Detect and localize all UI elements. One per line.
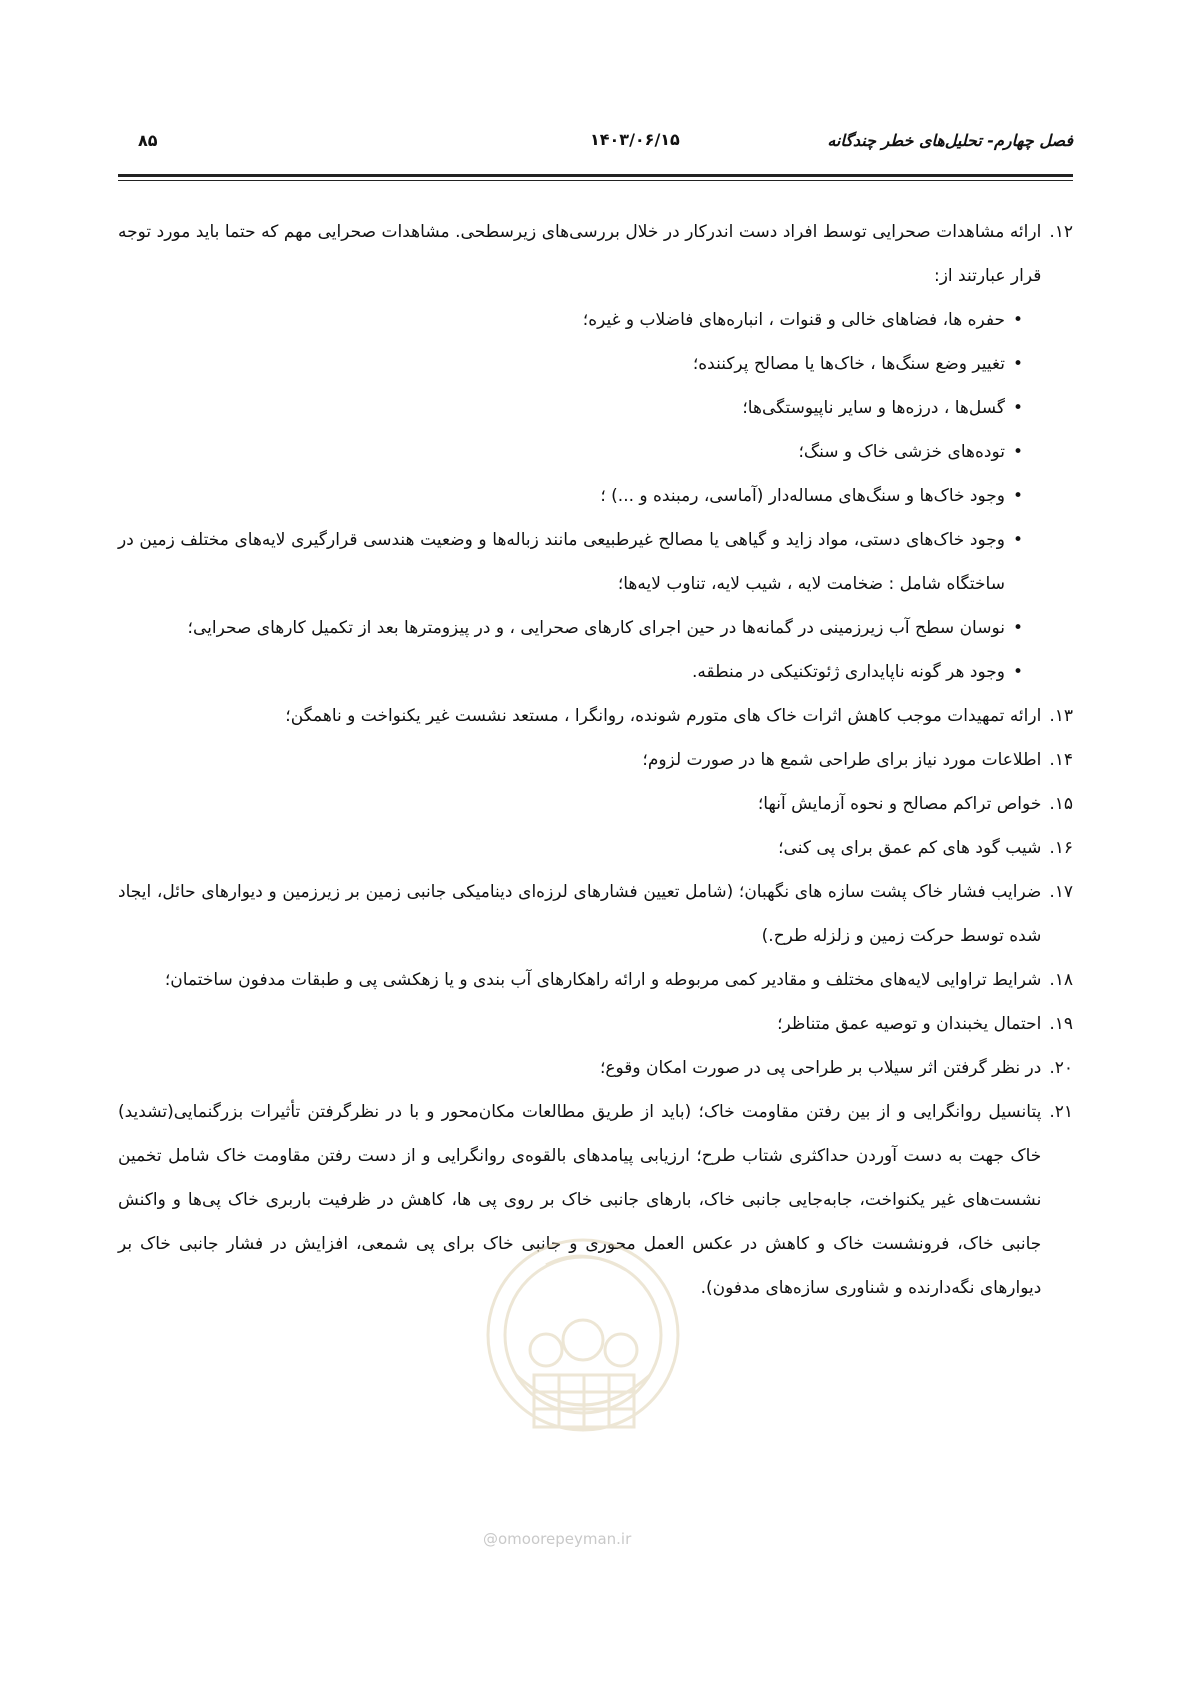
item-text: اطلاعات مورد نیاز برای طراحی شمع ها در صورت لزوم؛ (642, 750, 1042, 770)
item-number: ۱۵. (1049, 794, 1073, 814)
item-text: احتمال یخبندان و توصیه عمق متناظر؛ (777, 1014, 1042, 1034)
item-number: ۱۷. (1049, 882, 1073, 902)
bullet-text: تغییر وضع سنگ‌ها ، خاک‌ها یا مصالح پرکننده؛ (692, 354, 1005, 374)
item-number: ۱۸. (1049, 970, 1073, 990)
item-number: ۲۰. (1049, 1058, 1073, 1078)
watermark-seal-icon (476, 1225, 691, 1485)
bullet-dot-icon: • (1012, 398, 1024, 418)
bullet-item (118, 430, 1031, 474)
bullet-item (118, 518, 1031, 606)
bullet-text: وجود خاک‌ها و سنگ‌های مساله‌دار (آماسی، رمبنده و ...) ؛ (600, 486, 1005, 506)
bullet-text: نوسان سطح آب زیرزمینی در گمانه‌ها در حین اجرای کارهای صحرایی ، و در پیزومترها بعد از تکمیل کارهای صحرایی؛ (187, 618, 1005, 638)
item-text: ارائه مشاهدات صحرایی توسط افراد دست اندرکار در خلال بررسی‌های زیرسطحی. مشاهدات صحرایی مهم که حتما باید مورد توجه قرار عبارتند از: (118, 222, 1042, 286)
chapter-title: فصل چهارم- تحلیل‌های خطر چندگانه (827, 131, 1073, 150)
header-rule-thin (118, 180, 1073, 181)
bullet-item (118, 650, 1031, 694)
item-number: ۱۹. (1049, 1014, 1073, 1034)
item-text: شیب گود های کم عمق برای پی کنی؛ (778, 838, 1042, 858)
bullet-text: وجود هر گونه ناپایداری ژئوتکنیکی در منطقه. (691, 662, 1005, 682)
bullet-item (118, 386, 1031, 430)
bullet-dot-icon: • (1012, 442, 1024, 462)
list-item-20 (118, 1046, 1073, 1090)
item-number: ۱۲. (1049, 222, 1073, 242)
list-item-18 (118, 958, 1073, 1002)
item-number: ۱۴. (1049, 750, 1073, 770)
item-text: ضرایب فشار خاک پشت سازه های نگهبان؛ (شامل تعیین فشارهای لرزه‌ای دینامیکی جانبی زمین بر زیرزمین و دیوارهای حائل، ایجاد شده توسط حرکت زمین و زلزله طرح.) (118, 882, 1042, 946)
bullet-text: حفره ها، فضاهای خالی و قنوات ، انباره‌های فاضلاب و غیره؛ (582, 310, 1005, 330)
bullet-dot-icon: • (1012, 486, 1024, 506)
bullet-dot-icon: • (1012, 354, 1024, 374)
list-item-14 (118, 738, 1073, 782)
item-text: پتانسیل روانگرایی و از بین رفتن مقاومت خاک؛ (باید از طریق مطالعات مکان‌محور و با در نظرگرفتن تأثیرات بزرگنمایی(تشدید) خاک جهت به دست آوردن حداکثری شتاب طرح؛ ارزیابی پیامدهای بالقوه‌ی روانگرایی و از دست رفتن مقاومت خاک شامل تخمین نشست‌های غیر یکنواخت، جابه‌جایی جانبی خاک، بارهای جانبی خاک بر روی پی ها، کاهش در ظرفیت باربری خاک پی‌ها و واکنش جانبی خاک، فرونشست خاک و کاهش در عکس العمل محوری و جانبی خاک برای پی شمعی، افزایش در فشار جانبی خاک بر دیوارهای نگه‌دارنده و شناوری سازه‌های مدفون). (118, 1102, 1042, 1298)
bullet-text: توده‌های خزشی خاک و سنگ؛ (798, 442, 1005, 462)
bullet-dot-icon: • (1012, 310, 1024, 330)
bullet-text: وجود خاک‌های دستی، مواد زاید و گیاهی یا مصالح غیرطبیعی مانند زباله‌ها و وضعیت هندسی قرارگیری لایه‌های مختلف زمین در ساختگاه شامل : ضخامت لایه ، شیب لایه، تناوب لایه‌ها؛ (118, 530, 1005, 594)
bullet-dot-icon: • (1012, 662, 1024, 682)
item-number: ۱۶. (1049, 838, 1073, 858)
bullet-dot-icon: • (1012, 618, 1024, 638)
item-text: ارائه تمهیدات موجب کاهش اثرات خاک های متورم شونده، روانگرا ، مستعد نشست غیر یکنواخت و ناهمگن؛ (285, 706, 1042, 726)
bullet-item (118, 606, 1031, 650)
header-rule-thick (118, 174, 1073, 177)
item-number: ۲۱. (1049, 1102, 1073, 1122)
bullet-item (118, 474, 1031, 518)
item-number: ۱۳. (1049, 706, 1073, 726)
page-number: ۸۵ (138, 131, 158, 150)
bullet-item (118, 342, 1031, 386)
list-item-19 (118, 1002, 1073, 1046)
item-text: در نظر گرفتن اثر سیلاب بر طراحی پی در صورت امکان وقوع؛ (599, 1058, 1042, 1078)
item-text: خواص تراکم مصالح و نحوه آزمایش آنها؛ (757, 794, 1042, 814)
list-item-16 (118, 826, 1073, 870)
list-item-12 (118, 210, 1073, 298)
watermark-url: @omoorepeyman.ir (483, 1530, 632, 1548)
bullet-item (118, 298, 1031, 342)
item-text: شرایط تراوایی لایه‌های مختلف و مقادیر کمی مربوطه و ارائه راهکارهای آب بندی و یا زهکشی پی و طبقات مدفون ساختمان؛ (164, 970, 1042, 990)
bullet-dot-icon: • (1012, 530, 1024, 550)
page-body (118, 210, 1073, 1310)
list-item-17 (118, 870, 1073, 958)
header-date: ۱۴۰۳/۰۶/۱۵ (590, 130, 680, 149)
list-item-15 (118, 782, 1073, 826)
list-item-13 (118, 694, 1073, 738)
bullet-text: گسل‌ها ، درزه‌ها و سایر ناپیوستگی‌ها؛ (742, 398, 1005, 418)
